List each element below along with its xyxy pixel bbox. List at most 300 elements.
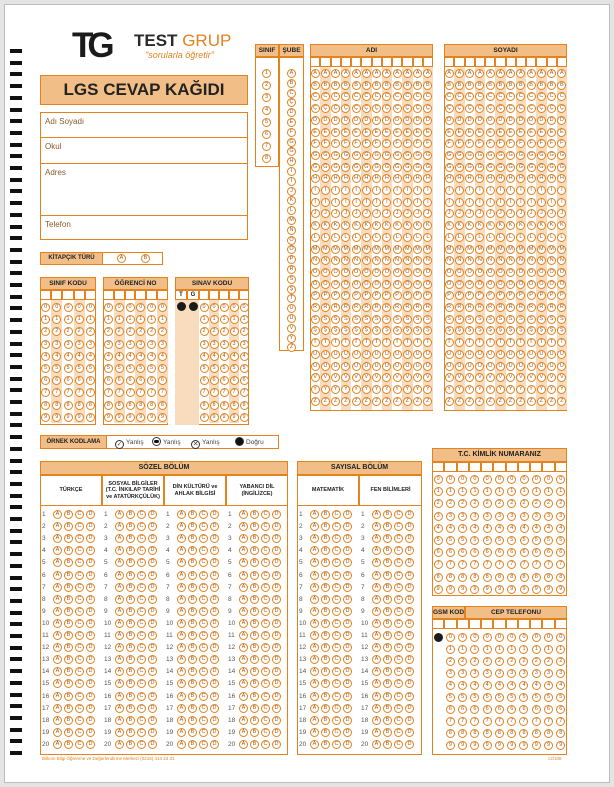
tc-bubble[interactable]: 4 [556,524,565,533]
adi-bubble[interactable]: H [311,174,320,183]
adi-bubble[interactable]: B [331,81,340,90]
soyadi-bubble[interactable]: C [506,92,515,101]
sosyal-choice-bubble[interactable]: B [126,571,135,580]
soyadi-bubble[interactable]: N [486,256,495,265]
phone-bubble[interactable]: 6 [556,705,565,714]
turkce-choice-bubble[interactable]: B [64,679,73,688]
adi-bubble[interactable]: K [423,221,432,230]
sinif-kodu-bubble[interactable]: 5 [75,364,84,373]
phone-bubble[interactable]: 4 [446,681,455,690]
adi-bubble[interactable]: G [362,151,371,160]
din-choice-bubble[interactable]: D [210,607,219,616]
fen-choice-bubble[interactable]: A [372,595,381,604]
sube-bubble[interactable]: B [287,79,296,88]
sinav-kodu-bubble[interactable]: 1 [200,315,209,324]
sinav-kodu-bubble[interactable]: 3 [200,340,209,349]
soyadi-bubble[interactable]: F [475,139,484,148]
adi-bubble[interactable]: T [423,338,432,347]
adi-bubble[interactable]: Y [413,385,422,394]
soyadi-bubble[interactable]: A [465,69,474,78]
sinav-kodu-bubble[interactable]: 3 [210,340,219,349]
soyadi-bubble[interactable]: Ü [486,362,495,371]
tc-bubble[interactable]: 0 [544,475,553,484]
matematik-choice-bubble[interactable]: C [332,558,341,567]
adi-bubble[interactable]: N [403,256,412,265]
adi-bubble[interactable]: E [382,128,391,137]
adi-bubble[interactable]: F [393,139,402,148]
soyadi-bubble[interactable]: A [527,69,536,78]
sinif-kodu-bubble[interactable]: 2 [41,327,50,336]
adi-bubble[interactable]: R [331,303,340,312]
sinif-kodu-digit-box[interactable] [62,290,73,300]
matematik-choice-bubble[interactable]: B [321,619,330,628]
soyadi-bubble[interactable]: T [516,338,525,347]
tc-bubble[interactable]: 1 [458,487,467,496]
matematik-choice-bubble[interactable]: A [310,679,319,688]
adi-bubble[interactable]: F [321,139,330,148]
phone-bubble[interactable]: 7 [507,717,516,726]
soyadi-bubble[interactable]: S [516,315,525,324]
din-choice-bubble[interactable]: B [188,534,197,543]
ogrenci-no-bubble[interactable]: 6 [126,376,135,385]
sinif-kodu-bubble[interactable]: 2 [86,327,95,336]
soyadi-bubble[interactable]: L [527,233,536,242]
tc-bubble[interactable]: 6 [470,548,479,557]
adi-bubble[interactable]: Ğ [362,163,371,172]
soyadi-letter-box[interactable] [506,57,516,67]
adi-bubble[interactable]: B [311,81,320,90]
tc-bubble[interactable]: 5 [520,536,529,545]
adi-bubble[interactable]: Ç [372,104,381,113]
adi-bubble[interactable]: Ü [331,362,340,371]
tc-bubble[interactable]: 5 [544,536,553,545]
soyadi-bubble[interactable]: Ş [516,326,525,335]
soyadi-bubble[interactable]: F [516,139,525,148]
adi-bubble[interactable]: S [423,315,432,324]
soyadi-bubble[interactable]: Y [537,385,546,394]
turkce-choice-bubble[interactable]: D [86,679,95,688]
ogrenci-no-bubble[interactable]: 0 [126,303,135,312]
sube-bubble[interactable]: D [287,108,296,117]
adi-bubble[interactable]: B [382,81,391,90]
address-field[interactable]: Adres [41,164,247,216]
phone-bubble[interactable]: 0 [556,633,565,642]
matematik-choice-bubble[interactable]: A [310,692,319,701]
sosyal-choice-bubble[interactable]: A [115,595,124,604]
sube-bubble[interactable]: I [287,167,296,176]
adi-bubble[interactable]: Ş [393,326,402,335]
phone-field[interactable]: Telefon [45,220,71,229]
adi-bubble[interactable]: R [413,303,422,312]
tc-bubble[interactable]: 7 [458,560,467,569]
ingilizce-choice-bubble[interactable]: A [239,667,248,676]
soyadi-bubble[interactable]: İ [475,198,484,207]
tc-bubble[interactable]: 1 [507,487,516,496]
tc-bubble[interactable]: 7 [544,560,553,569]
turkce-choice-bubble[interactable]: B [64,643,73,652]
soyadi-bubble[interactable]: D [475,116,484,125]
adi-bubble[interactable]: M [352,245,361,254]
turkce-choice-bubble[interactable]: D [86,583,95,592]
soyadi-bubble[interactable]: J [486,209,495,218]
sinif-kodu-bubble[interactable]: 6 [75,376,84,385]
turkce-choice-bubble[interactable]: C [75,716,84,725]
din-choice-bubble[interactable]: D [210,667,219,676]
ingilizce-choice-bubble[interactable]: C [261,595,270,604]
tc-bubble[interactable]: 8 [532,573,541,582]
adi-bubble[interactable]: F [341,139,350,148]
sosyal-choice-bubble[interactable]: B [126,534,135,543]
phone-digit-box[interactable] [444,619,456,629]
matematik-choice-bubble[interactable]: C [332,631,341,640]
adi-bubble[interactable]: O [311,268,320,277]
ogrenci-no-bubble[interactable]: 7 [115,388,124,397]
ingilizce-choice-bubble[interactable]: D [272,510,281,519]
sosyal-choice-bubble[interactable]: C [137,667,146,676]
din-choice-bubble[interactable]: A [177,534,186,543]
turkce-choice-bubble[interactable]: C [75,692,84,701]
ogrenci-no-bubble[interactable]: 7 [136,388,145,397]
adi-bubble[interactable]: V [341,373,350,382]
fen-choice-bubble[interactable]: D [405,655,414,664]
matematik-choice-bubble[interactable]: B [321,728,330,737]
ogrenci-no-bubble[interactable]: 5 [147,364,156,373]
soyadi-bubble[interactable]: İ [557,198,566,207]
soyadi-bubble[interactable]: G [496,151,505,160]
tc-bubble[interactable]: 9 [507,585,516,594]
tc-bubble[interactable]: 4 [520,524,529,533]
adi-bubble[interactable]: N [311,256,320,265]
soyadi-bubble[interactable]: K [475,221,484,230]
phone-bubble[interactable]: 5 [458,693,467,702]
adi-bubble[interactable]: G [413,151,422,160]
ingilizce-choice-bubble[interactable]: A [239,607,248,616]
soyadi-bubble[interactable]: Z [445,397,454,406]
sosyal-choice-bubble[interactable]: D [148,510,157,519]
soyadi-bubble[interactable]: Ğ [475,163,484,172]
soyadi-bubble[interactable]: F [506,139,515,148]
soyadi-bubble[interactable]: B [547,81,556,90]
sosyal-choice-bubble[interactable]: C [137,631,146,640]
matematik-choice-bubble[interactable]: D [343,716,352,725]
soyadi-bubble[interactable]: V [516,373,525,382]
sinav-kodu-t-filled[interactable] [177,302,186,311]
adi-bubble[interactable]: Z [352,397,361,406]
soyadi-bubble[interactable]: Ş [506,326,515,335]
ingilizce-choice-bubble[interactable]: C [261,692,270,701]
soyadi-bubble[interactable]: E [527,128,536,137]
sinif-bubble[interactable]: 8 [262,154,271,163]
tc-bubble[interactable]: 2 [556,499,565,508]
adi-bubble[interactable]: V [311,373,320,382]
soyadi-bubble[interactable]: Ç [527,104,536,113]
adi-letter-box[interactable] [320,57,330,67]
soyadi-bubble[interactable]: Y [506,385,515,394]
ogrenci-no-bubble[interactable]: 5 [158,364,167,373]
adi-letter-box[interactable] [351,57,361,67]
sinif-kodu-bubble[interactable]: 4 [75,352,84,361]
soyadi-bubble[interactable]: Z [496,397,505,406]
ogrenci-no-digit-box[interactable] [114,290,125,300]
adi-bubble[interactable]: Z [423,397,432,406]
matematik-choice-bubble[interactable]: A [310,667,319,676]
adi-bubble[interactable]: Ş [382,326,391,335]
soyadi-bubble[interactable]: K [465,221,474,230]
adi-bubble[interactable]: Ç [341,104,350,113]
adi-bubble[interactable]: Y [423,385,432,394]
tc-bubble[interactable]: 6 [446,548,455,557]
ingilizce-choice-bubble[interactable]: D [272,583,281,592]
adi-bubble[interactable]: V [423,373,432,382]
soyadi-bubble[interactable]: H [465,174,474,183]
phone-bubble[interactable]: 6 [544,705,553,714]
fen-choice-bubble[interactable]: B [383,546,392,555]
tc-bubble[interactable]: 4 [446,524,455,533]
soyadi-bubble[interactable]: Z [455,397,464,406]
adi-bubble[interactable]: Ü [382,362,391,371]
soyadi-bubble[interactable]: U [445,350,454,359]
soyadi-bubble[interactable]: B [527,81,536,90]
matematik-choice-bubble[interactable]: B [321,595,330,604]
adi-bubble[interactable]: İ [413,198,422,207]
adi-bubble[interactable]: T [382,338,391,347]
tc-bubble[interactable]: 7 [520,560,529,569]
soyadi-bubble[interactable]: H [516,174,525,183]
soyadi-bubble[interactable]: V [496,373,505,382]
phone-bubble[interactable]: 7 [470,717,479,726]
adi-bubble[interactable]: I [331,186,340,195]
adi-bubble[interactable]: K [321,221,330,230]
soyadi-bubble[interactable]: I [486,186,495,195]
matematik-choice-bubble[interactable]: D [343,595,352,604]
tc-bubble[interactable]: 2 [495,499,504,508]
phone-bubble[interactable]: 2 [458,657,467,666]
soyadi-bubble[interactable]: Ş [475,326,484,335]
adi-bubble[interactable]: G [403,151,412,160]
soyadi-bubble[interactable]: B [486,81,495,90]
matematik-choice-bubble[interactable]: A [310,571,319,580]
matematik-choice-bubble[interactable]: D [343,510,352,519]
phone-bubble[interactable]: 6 [458,705,467,714]
din-choice-bubble[interactable]: D [210,655,219,664]
tc-bubble[interactable]: 0 [434,475,443,484]
sosyal-choice-bubble[interactable]: B [126,655,135,664]
phone-bubble[interactable]: 1 [532,645,541,654]
ogrenci-no-bubble[interactable]: 6 [136,376,145,385]
sube-bubble[interactable]: Ş [287,285,296,294]
tc-bubble[interactable]: 9 [434,585,443,594]
ingilizce-choice-bubble[interactable]: B [250,510,259,519]
ogrenci-no-bubble[interactable]: 3 [115,340,124,349]
adi-bubble[interactable]: P [362,291,371,300]
turkce-choice-bubble[interactable]: A [53,679,62,688]
adi-bubble[interactable]: T [341,338,350,347]
soyadi-bubble[interactable]: Ü [547,362,556,371]
soyadi-bubble[interactable]: S [557,315,566,324]
adi-bubble[interactable]: S [393,315,402,324]
ingilizce-choice-bubble[interactable]: B [250,607,259,616]
din-choice-bubble[interactable]: A [177,510,186,519]
turkce-choice-bubble[interactable]: A [53,704,62,713]
fen-choice-bubble[interactable]: C [394,583,403,592]
adi-bubble[interactable]: V [331,373,340,382]
soyadi-bubble[interactable]: B [465,81,474,90]
sinif-kodu-bubble[interactable]: 0 [64,303,73,312]
adi-bubble[interactable]: J [393,209,402,218]
soyadi-bubble[interactable]: Ş [496,326,505,335]
matematik-choice-bubble[interactable]: B [321,643,330,652]
din-choice-bubble[interactable]: D [210,534,219,543]
matematik-choice-bubble[interactable]: D [343,704,352,713]
soyadi-bubble[interactable]: H [486,174,495,183]
adi-bubble[interactable]: L [382,233,391,242]
ogrenci-no-bubble[interactable]: 2 [126,327,135,336]
ingilizce-choice-bubble[interactable]: B [250,740,259,749]
adi-bubble[interactable]: R [382,303,391,312]
soyadi-bubble[interactable]: Z [547,397,556,406]
soyadi-bubble[interactable]: Z [506,397,515,406]
soyadi-bubble[interactable]: C [445,92,454,101]
adi-bubble[interactable]: I [413,186,422,195]
adi-bubble[interactable]: Ş [372,326,381,335]
fen-choice-bubble[interactable]: B [383,558,392,567]
din-choice-bubble[interactable]: A [177,655,186,664]
soyadi-bubble[interactable]: J [557,209,566,218]
phone-digit-box[interactable] [506,619,518,629]
fen-choice-bubble[interactable]: D [405,728,414,737]
soyadi-bubble[interactable]: I [475,186,484,195]
soyadi-bubble[interactable]: U [516,350,525,359]
phone-bubble[interactable]: 8 [470,729,479,738]
matematik-choice-bubble[interactable]: C [332,571,341,580]
sinif-kodu-bubble[interactable]: 3 [64,340,73,349]
din-choice-bubble[interactable]: D [210,546,219,555]
adi-bubble[interactable]: A [311,69,320,78]
soyadi-letter-box[interactable] [526,57,536,67]
turkce-choice-bubble[interactable]: B [64,607,73,616]
soyadi-bubble[interactable]: D [537,116,546,125]
soyadi-bubble[interactable]: L [516,233,525,242]
adi-bubble[interactable]: C [362,92,371,101]
adi-bubble[interactable]: J [423,209,432,218]
ogrenci-no-bubble[interactable]: 3 [104,340,113,349]
adi-bubble[interactable]: İ [393,198,402,207]
fen-choice-bubble[interactable]: A [372,619,381,628]
ogrenci-no-bubble[interactable]: 8 [136,401,145,410]
adi-bubble[interactable]: V [393,373,402,382]
soyadi-bubble[interactable]: O [557,268,566,277]
adi-bubble[interactable]: G [372,151,381,160]
soyadi-bubble[interactable]: B [506,81,515,90]
sinav-kodu-bubble[interactable]: 6 [210,376,219,385]
adi-bubble[interactable]: T [331,338,340,347]
adi-letter-box[interactable] [361,57,371,67]
turkce-choice-bubble[interactable]: B [64,583,73,592]
fen-choice-bubble[interactable]: D [405,607,414,616]
soyadi-bubble[interactable]: J [465,209,474,218]
sinif-bubble[interactable]: 5 [262,118,271,127]
adi-bubble[interactable]: N [393,256,402,265]
soyadi-bubble[interactable]: F [455,139,464,148]
sube-bubble[interactable]: R [287,265,296,274]
sinav-kodu-bubble[interactable]: 8 [220,401,229,410]
adi-bubble[interactable]: C [311,92,320,101]
din-choice-bubble[interactable]: A [177,571,186,580]
adi-bubble[interactable]: L [393,233,402,242]
din-choice-bubble[interactable]: B [188,716,197,725]
tc-bubble[interactable]: 9 [483,585,492,594]
ogrenci-no-bubble[interactable]: 0 [158,303,167,312]
adi-bubble[interactable]: B [403,81,412,90]
adi-bubble[interactable]: Ş [331,326,340,335]
soyadi-bubble[interactable]: D [527,116,536,125]
ogrenci-no-bubble[interactable]: 3 [126,340,135,349]
turkce-choice-bubble[interactable]: D [86,740,95,749]
adi-bubble[interactable]: A [423,69,432,78]
soyadi-bubble[interactable]: E [486,128,495,137]
soyadi-bubble[interactable]: N [516,256,525,265]
phone-bubble[interactable]: 0 [519,633,528,642]
turkce-choice-bubble[interactable]: D [86,522,95,531]
tc-bubble[interactable]: 1 [483,487,492,496]
soyadi-bubble[interactable]: Ğ [527,163,536,172]
adi-bubble[interactable]: F [311,139,320,148]
soyadi-bubble[interactable]: K [557,221,566,230]
din-choice-bubble[interactable]: A [177,583,186,592]
sinif-kodu-bubble[interactable]: 5 [64,364,73,373]
soyadi-bubble[interactable]: Ü [506,362,515,371]
sinif-kodu-bubble[interactable]: 5 [52,364,61,373]
adi-bubble[interactable]: Z [311,397,320,406]
adi-bubble[interactable]: J [352,209,361,218]
adi-bubble[interactable]: L [372,233,381,242]
adi-bubble[interactable]: B [423,81,432,90]
phone-bubble[interactable]: 4 [458,681,467,690]
fen-choice-bubble[interactable]: C [394,643,403,652]
sosyal-choice-bubble[interactable]: C [137,595,146,604]
din-choice-bubble[interactable]: C [199,679,208,688]
din-choice-bubble[interactable]: B [188,631,197,640]
tc-bubble[interactable]: 8 [470,573,479,582]
fen-choice-bubble[interactable]: C [394,728,403,737]
sinif-kodu-bubble[interactable]: 0 [86,303,95,312]
soyadi-bubble[interactable]: M [465,245,474,254]
adi-bubble[interactable]: İ [352,198,361,207]
ogrenci-no-digit-box[interactable] [125,290,136,300]
matematik-choice-bubble[interactable]: C [332,692,341,701]
din-choice-bubble[interactable]: B [188,679,197,688]
matematik-choice-bubble[interactable]: A [310,643,319,652]
ogrenci-no-bubble[interactable]: 4 [126,352,135,361]
fen-choice-bubble[interactable]: C [394,607,403,616]
soyadi-bubble[interactable]: P [445,291,454,300]
sinav-kodu-bubble[interactable]: 2 [240,327,249,336]
tc-digit-box[interactable] [457,462,469,472]
ogrenci-no-bubble[interactable]: 2 [158,327,167,336]
sinif-kodu-bubble[interactable]: 0 [75,303,84,312]
soyadi-bubble[interactable]: S [455,315,464,324]
adi-bubble[interactable]: A [403,69,412,78]
soyadi-bubble[interactable]: H [506,174,515,183]
soyadi-bubble[interactable]: Ü [455,362,464,371]
ingilizce-choice-bubble[interactable]: D [272,619,281,628]
sinif-bubble[interactable]: 7 [262,142,271,151]
adi-bubble[interactable]: Z [341,397,350,406]
ingilizce-choice-bubble[interactable]: D [272,522,281,531]
tc-bubble[interactable]: 3 [483,512,492,521]
sube-bubble[interactable]: İ [287,177,296,186]
din-choice-bubble[interactable]: B [188,558,197,567]
